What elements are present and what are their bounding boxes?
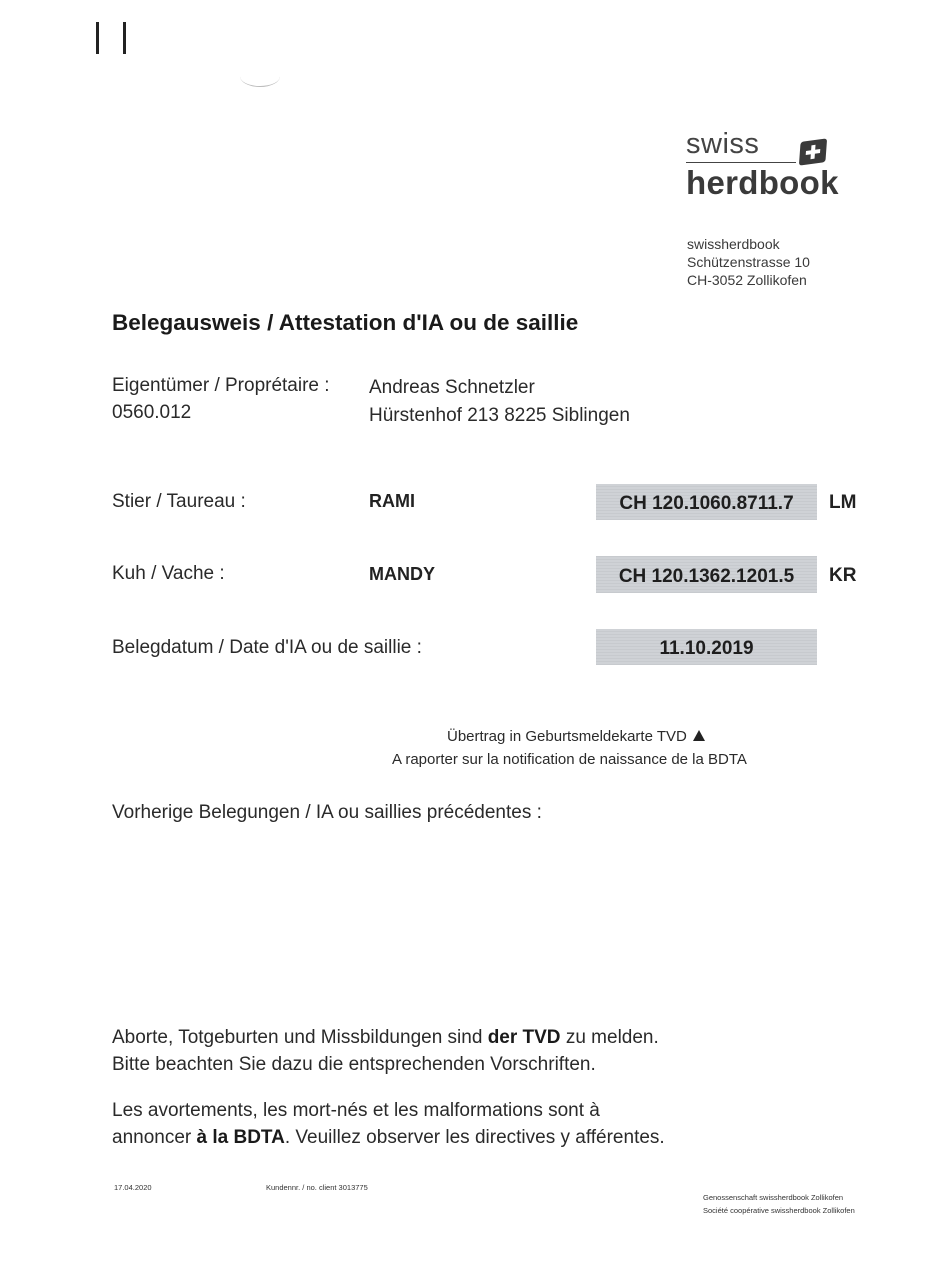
triangle-up-icon [693,730,705,741]
logo-top-word: swiss [686,128,760,160]
sender-city: CH-3052 Zollikofen [687,272,807,288]
transfer-note-de-text: Übertrag in Geburtsmeldekarte TVD [447,728,687,745]
bull-name: RAMI [369,491,415,511]
cow-name: MANDY [369,564,435,584]
notice-de-line2: Bitte beachten Sie dazu die entsprechenden Vorschriften. [112,1054,596,1075]
sender-address [687,235,810,289]
service-date-field: 11.10.2019 [596,629,817,665]
transfer-note-de [447,728,705,745]
sender-name: swissherdbook [687,236,780,252]
logo-underline [686,162,796,163]
swiss-cross-icon [799,138,827,165]
cow-label: Kuh / Vache : [112,563,225,584]
notice-fr-line2 [112,1124,665,1151]
bull-breed: LM [829,492,857,513]
footer-client-number: Kundennr. / no. client 3013775 [266,1183,368,1192]
scan-smudge [240,66,280,87]
transfer-note-fr: A raporter sur la notification de naissance de la BDTA [392,751,747,768]
owner-address: Hürstenhof 213 8225 Siblingen [369,405,630,426]
swissherdbook-logo [684,128,884,208]
notice-de [112,1024,659,1078]
notice-de-line1 [112,1024,659,1051]
owner-label: Eigentümer / Proprétaire : [112,375,330,396]
notice-fr-line2-end: . Veuillez observer les directives y afférentes. [284,1127,665,1148]
service-date-label: Belegdatum / Date d'IA ou de saillie : [112,637,422,658]
previous-services-label: Vorherige Belegungen / IA ou saillies précédentes : [112,802,542,823]
footer-date: 17.04.2020 [114,1183,152,1192]
footer-coop-de: Genossenschaft swissherdbook Zollikofen [703,1193,844,1202]
mark-bar [123,22,126,54]
owner-name: Andreas Schnetzler [369,377,535,398]
bull-id-field: CH 120.1060.8711.7 [596,484,817,520]
header-mark [96,22,136,56]
sender-street: Schützenstrasse 10 [687,254,810,270]
notice-de-line1-text: Aborte, Totgeburten und Missbildungen sind [112,1027,488,1048]
notice-fr-line2-text: annoncer [112,1127,197,1148]
logo-bottom-word: herdbook [686,164,839,201]
notice-fr-line1: Les avortements, les mort-nés et les malformations sont à [112,1100,600,1121]
notice-de-emphasis: der TVD [487,1027,561,1048]
document-title: Belegausweis / Attestation d'IA ou de saillie [112,310,579,335]
footer-coop-fr: Société coopérative swissherdbook Zollikofen [703,1206,855,1215]
notice-fr [112,1097,665,1151]
notice-fr-emphasis: à la BDTA [196,1127,285,1148]
mark-bar [96,22,99,54]
notice-de-line1-end: zu melden. [560,1027,659,1048]
cow-id-field: CH 120.1362.1201.5 [596,556,817,593]
cow-breed: KR [829,565,857,586]
owner-number: 0560.012 [112,402,192,423]
bull-label: Stier / Taureau : [112,491,246,512]
